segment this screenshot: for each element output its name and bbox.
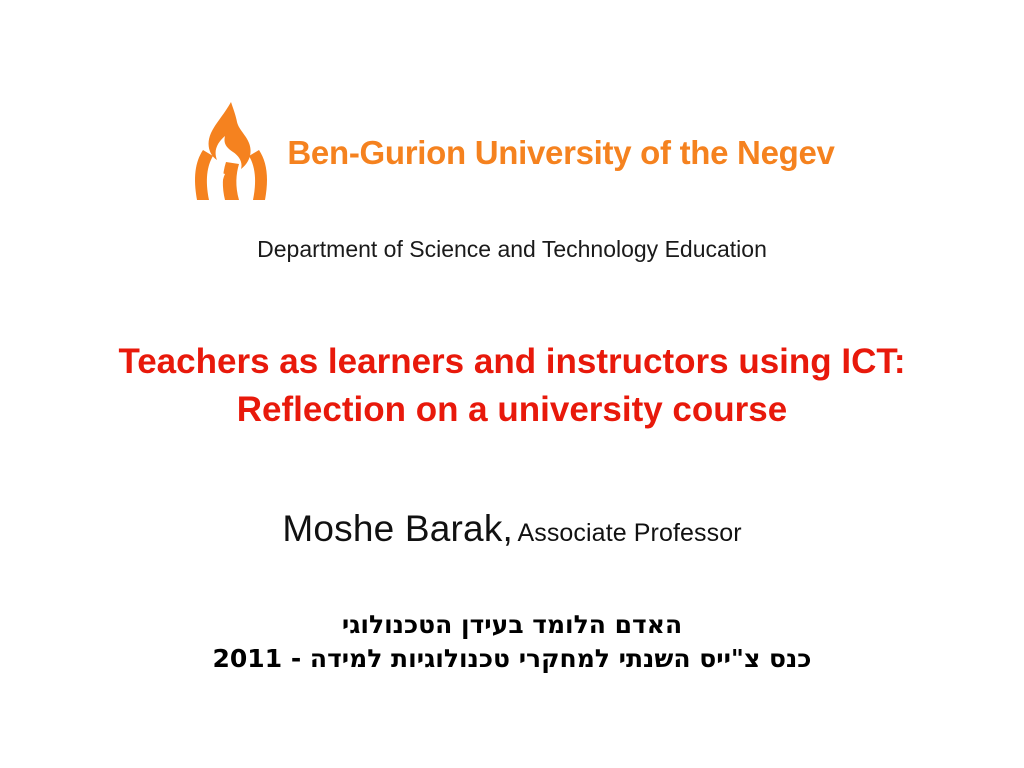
page-title-line-2: Reflection on a university course bbox=[236, 390, 788, 430]
page-title bbox=[60, 338, 964, 435]
university-logo bbox=[0, 100, 1024, 204]
author-block bbox=[0, 508, 1024, 550]
author-name: Moshe Barak, bbox=[282, 508, 513, 549]
hebrew-line-1: האדם הלומד בעידן הטכנולוגי bbox=[341, 610, 683, 639]
ben-gurion-university-flame-logo-icon bbox=[189, 100, 275, 204]
hebrew-line-2: כנס צ"ייס השנתי למחקרי טכנולוגיות למידה - 2011 bbox=[212, 643, 812, 673]
page-title-line-1: Teachers as learners and instructors using ICT: bbox=[118, 342, 906, 381]
author-role: Associate Professor bbox=[517, 519, 742, 547]
university-wordmark: Ben-Gurion University of the Negev bbox=[287, 133, 835, 171]
department-line: Department of Science and Technology Education bbox=[257, 236, 767, 262]
hebrew-conference-block bbox=[0, 608, 1024, 676]
